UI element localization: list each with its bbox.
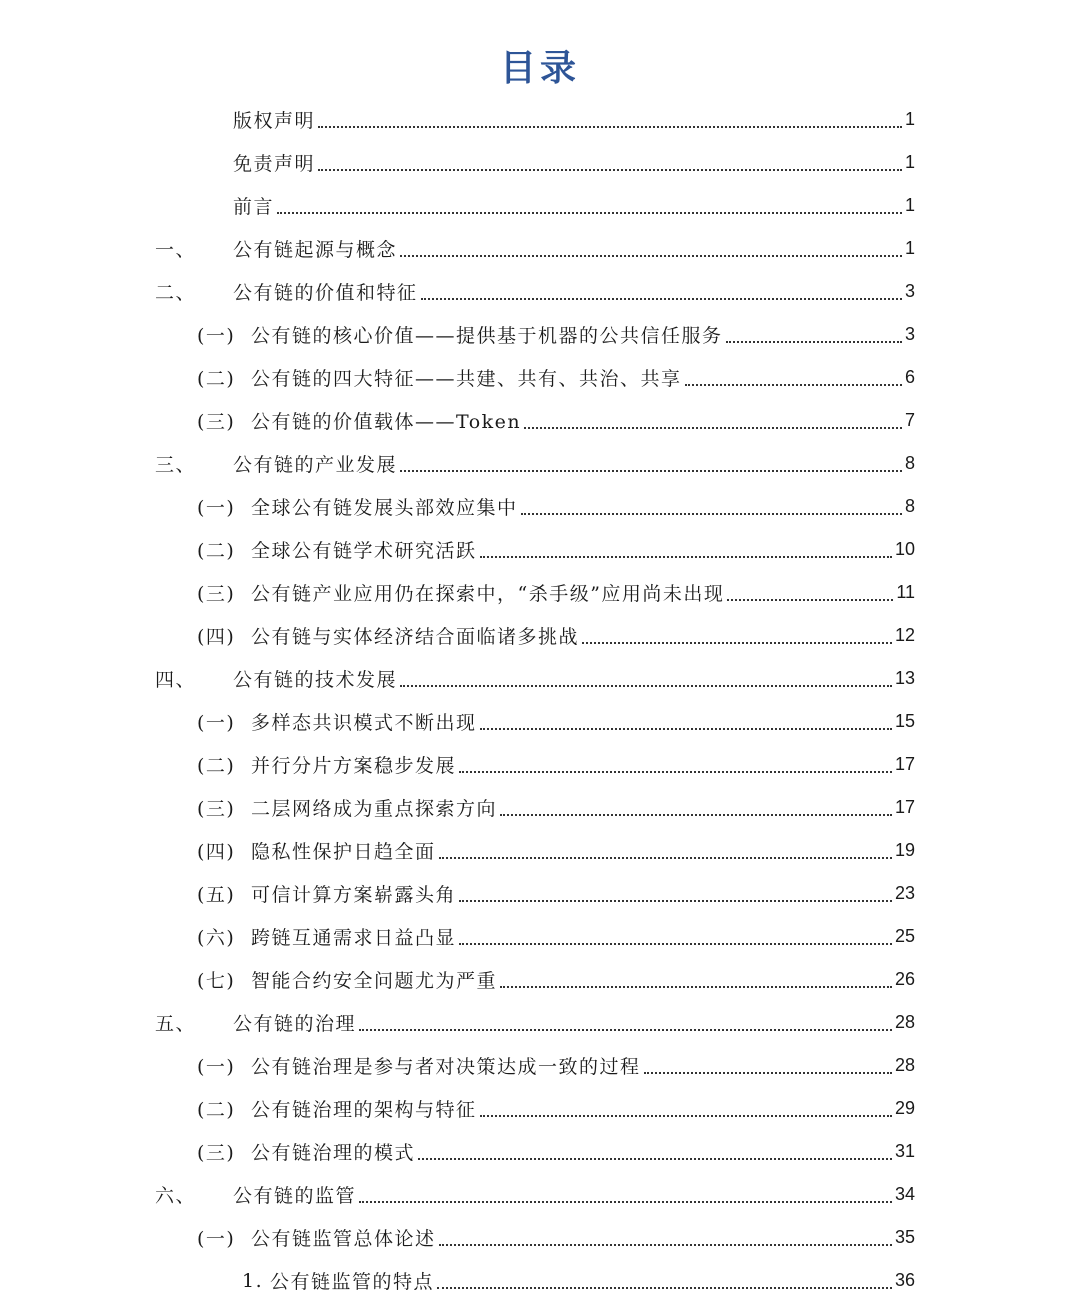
toc-entry-number: (七) xyxy=(197,970,236,992)
dot-leader xyxy=(459,900,892,902)
dot-leader xyxy=(500,986,892,988)
toc-entry[interactable] xyxy=(155,98,915,141)
toc-entry-page-number: 1 xyxy=(904,109,915,129)
toc-entry[interactable] xyxy=(197,700,915,743)
toc-entry-title: 公有链监管的特点 xyxy=(270,1271,435,1293)
toc-entry[interactable] xyxy=(155,141,915,184)
toc-entry-number: (一) xyxy=(197,497,236,519)
toc-entry-number: (四) xyxy=(197,626,236,648)
toc-entry-page-number: 7 xyxy=(904,410,915,430)
toc-entry-title: 前言 xyxy=(233,196,275,218)
toc-entry-page-number: 31 xyxy=(894,1141,915,1161)
toc-entry[interactable] xyxy=(155,270,915,313)
toc-entry-page-number: 17 xyxy=(894,797,915,817)
toc-entry[interactable] xyxy=(197,614,915,657)
toc-entry-page-number: 23 xyxy=(894,883,915,903)
toc-entry-number: (二) xyxy=(197,755,236,777)
toc-entry[interactable] xyxy=(197,528,915,571)
toc-entry-page-number: 28 xyxy=(894,1055,915,1075)
toc-entry-number: (三) xyxy=(197,411,236,433)
dot-leader xyxy=(439,857,892,859)
toc-entry-number: (一) xyxy=(197,1056,236,1078)
toc-entry-page-number: 8 xyxy=(904,496,915,516)
toc-entry-number: (一) xyxy=(197,1228,236,1250)
dot-leader xyxy=(437,1287,892,1289)
toc-entry-number: (二) xyxy=(197,368,236,390)
dot-leader xyxy=(359,1201,892,1203)
toc-entry-title: 公有链起源与概念 xyxy=(233,239,398,261)
toc-entry-page-number: 1 xyxy=(904,238,915,258)
toc-entry-title: 公有链产业应用仍在探索中，“杀手级”应用尚未出现 xyxy=(251,583,725,605)
dot-leader xyxy=(400,470,902,472)
toc-entry-title: 公有链的价值和特征 xyxy=(233,282,418,304)
toc-entry-number: (三) xyxy=(197,798,236,820)
toc-entry[interactable] xyxy=(197,1130,915,1173)
toc-entry-number: (三) xyxy=(197,1142,236,1164)
toc-entry[interactable] xyxy=(155,227,915,270)
toc-entry-page-number: 3 xyxy=(904,324,915,344)
toc-entry-page-number: 11 xyxy=(896,582,915,602)
toc-entry-number: (三) xyxy=(197,583,236,605)
toc-entry-title: 版权声明 xyxy=(233,110,316,132)
toc-entry-page-number: 35 xyxy=(894,1227,915,1247)
toc-entry-title: 跨链互通需求日益凸显 xyxy=(251,927,457,949)
toc-entry-number: 四、 xyxy=(155,669,197,691)
toc-entry-title: 二层网络成为重点探索方向 xyxy=(251,798,498,820)
dot-leader xyxy=(318,126,902,128)
toc-entry-number: (一) xyxy=(197,712,236,734)
toc-entry-number: (一) xyxy=(197,325,236,347)
toc-entry-page-number: 28 xyxy=(894,1012,915,1032)
toc-entry-number: 六、 xyxy=(155,1185,197,1207)
toc-entry-page-number: 8 xyxy=(904,453,915,473)
dot-leader xyxy=(400,685,892,687)
toc-entry-number: (二) xyxy=(197,1099,236,1121)
toc-entry-page-number: 1 xyxy=(904,152,915,172)
toc-entry-number: 1. xyxy=(242,1269,264,1292)
dot-leader xyxy=(521,513,902,515)
toc-entry[interactable] xyxy=(197,829,915,872)
toc-entry[interactable] xyxy=(197,399,915,442)
dot-leader xyxy=(480,556,892,558)
toc-entry-title: 公有链的治理 xyxy=(233,1013,357,1035)
dot-leader xyxy=(727,599,893,601)
toc-entry-title: 公有链与实体经济结合面临诸多挑战 xyxy=(251,626,580,648)
dot-leader xyxy=(644,1072,892,1074)
toc-entry-title: 全球公有链发展头部效应集中 xyxy=(251,497,518,519)
toc-entry[interactable] xyxy=(197,1087,915,1130)
dot-leader xyxy=(582,642,892,644)
toc-entry-number: 三、 xyxy=(155,454,197,476)
toc-entry[interactable] xyxy=(155,1001,915,1044)
toc-entry-page-number: 26 xyxy=(894,969,915,989)
toc-entry-title: 公有链监管总体论述 xyxy=(251,1228,436,1250)
dot-leader xyxy=(400,255,902,257)
toc-entry-page-number: 34 xyxy=(894,1184,915,1204)
toc-entry[interactable] xyxy=(155,184,915,227)
toc-entry-page-number: 15 xyxy=(894,711,915,731)
toc-entry-title: 智能合约安全问题尤为严重 xyxy=(251,970,498,992)
toc-entry[interactable] xyxy=(197,356,915,399)
dot-leader xyxy=(480,1115,892,1117)
toc-entry-page-number: 25 xyxy=(894,926,915,946)
toc-entry[interactable] xyxy=(197,313,915,356)
toc-entry[interactable] xyxy=(197,743,915,786)
toc-entry-number: 一、 xyxy=(155,239,197,261)
toc-entry[interactable] xyxy=(155,1173,915,1216)
toc-entry-number: (五) xyxy=(197,884,236,906)
dot-leader xyxy=(439,1244,892,1246)
toc-entry-page-number: 19 xyxy=(894,840,915,860)
toc-entry[interactable] xyxy=(197,915,915,958)
toc-entry-page-number: 12 xyxy=(894,625,915,645)
dot-leader xyxy=(421,298,902,300)
toc-entry-title: 可信计算方案崭露头角 xyxy=(251,884,457,906)
toc-entry[interactable] xyxy=(197,1044,915,1087)
toc-entry-title: 公有链治理是参与者对决策达成一致的过程 xyxy=(251,1056,641,1078)
toc-entry-page-number: 36 xyxy=(894,1270,915,1290)
toc-entry-title: 公有链的四大特征——共建、共有、共治、共享 xyxy=(251,368,682,390)
toc-entry-number: 二、 xyxy=(155,282,197,304)
toc-entry-title: 并行分片方案稳步发展 xyxy=(251,755,457,777)
toc-entry[interactable] xyxy=(197,958,915,1001)
dot-leader xyxy=(459,943,892,945)
toc-entry[interactable] xyxy=(197,571,915,614)
page-title: 目录 xyxy=(499,48,580,89)
dot-leader xyxy=(500,814,892,816)
toc-entry[interactable] xyxy=(242,1259,915,1302)
dot-leader xyxy=(359,1029,892,1031)
dot-leader xyxy=(685,384,902,386)
toc-entry-title: 隐私性保护日趋全面 xyxy=(251,841,436,863)
toc-entry-page-number: 17 xyxy=(894,754,915,774)
toc-entry-page-number: 3 xyxy=(904,281,915,301)
toc-entry[interactable] xyxy=(155,657,915,700)
toc-entry[interactable] xyxy=(197,1216,915,1259)
dot-leader xyxy=(726,341,902,343)
dot-leader xyxy=(418,1158,892,1160)
toc-entry-page-number: 6 xyxy=(904,367,915,387)
toc-entry-title: 多样态共识模式不断出现 xyxy=(251,712,477,734)
toc-entry-page-number: 10 xyxy=(894,539,915,559)
toc-entry-number: (四) xyxy=(197,841,236,863)
toc-entry[interactable] xyxy=(155,442,915,485)
dot-leader xyxy=(277,212,902,214)
toc-entry-title: 全球公有链学术研究活跃 xyxy=(251,540,477,562)
toc-entry-title: 公有链治理的架构与特征 xyxy=(251,1099,477,1121)
toc-entry[interactable] xyxy=(197,872,915,915)
dot-leader xyxy=(459,771,892,773)
toc-entry-title: 公有链的技术发展 xyxy=(233,669,398,691)
dot-leader xyxy=(524,427,902,429)
toc-entry-page-number: 29 xyxy=(894,1098,915,1118)
toc-entry-title: 公有链的核心价值——提供基于机器的公共信任服务 xyxy=(251,325,723,347)
toc-entry-page-number: 1 xyxy=(904,195,915,215)
toc-entry-title: 公有链的监管 xyxy=(233,1185,357,1207)
toc-entry-title: 公有链的产业发展 xyxy=(233,454,398,476)
toc-entry-number: 五、 xyxy=(155,1013,197,1035)
toc-entry-title: 免责声明 xyxy=(233,153,316,175)
dot-leader xyxy=(318,169,902,171)
toc-entry-number: (六) xyxy=(197,927,236,949)
toc-entry-number: (二) xyxy=(197,540,236,562)
toc-entry[interactable] xyxy=(197,485,915,528)
toc-entry-page-number: 13 xyxy=(894,668,915,688)
toc-entry-title: 公有链治理的模式 xyxy=(251,1142,416,1164)
dot-leader xyxy=(480,728,892,730)
toc-entry[interactable] xyxy=(197,786,915,829)
toc-entry-title: 公有链的价值载体——Token xyxy=(251,411,522,433)
